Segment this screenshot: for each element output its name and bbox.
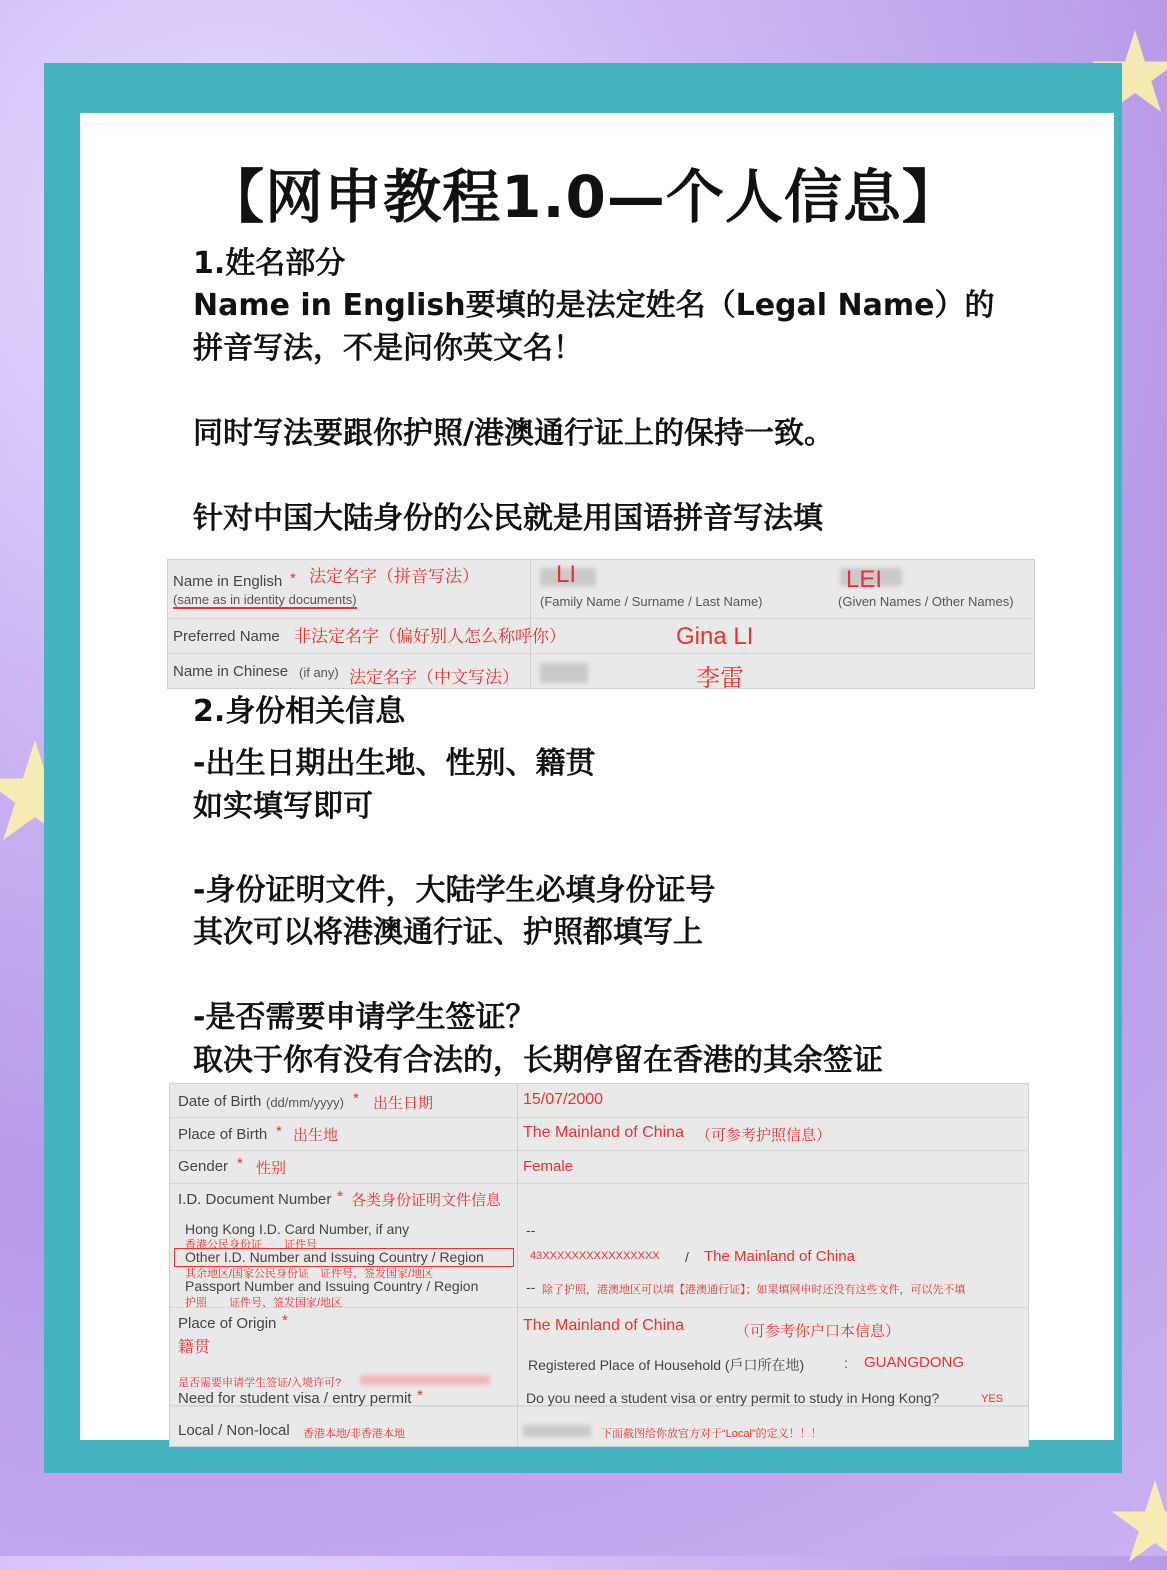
hkid-value: --	[526, 1222, 536, 1238]
section2-line1: -出生日期出生地、性别、籍贯	[193, 746, 596, 781]
section1-heading: 1.姓名部分	[193, 246, 346, 281]
passport-note: 护照 证件号、签发国家/地区	[185, 1297, 343, 1309]
dob-label: Date of Birth	[178, 1093, 262, 1110]
dob-note: 出生日期	[373, 1095, 434, 1112]
section2-line5: -是否需要申请学生签证？	[193, 1000, 536, 1035]
name-en-label: Name in English	[173, 573, 283, 590]
hkid-note: 香港公民身份证 证件号	[185, 1239, 317, 1251]
given-caption: (Given Names / Other Names)	[838, 594, 1014, 609]
id-note: 各类身份证明文件信息	[351, 1192, 502, 1209]
chinese-label: Name in Chinese	[173, 663, 289, 680]
name-en-row	[168, 560, 1034, 619]
visa-value: YES	[981, 1393, 1004, 1405]
other-id-label: Other I.D. Number and Issuing Country / Region	[185, 1249, 484, 1265]
local-hint: 下面截图给你放官方对于“Local”的定义！！！	[601, 1428, 822, 1440]
origin-hint: （可参考你户口本信息）	[735, 1323, 901, 1340]
visa-label: Need for student visa / entry permit	[178, 1390, 412, 1407]
household-value: GUANGDONG	[864, 1354, 965, 1371]
name-en-sub: (same as in identity documents)	[173, 592, 357, 607]
name-table	[167, 559, 1035, 692]
section1-line4: 针对中国大陆身份的公民就是用国语拼音写法填	[193, 501, 823, 536]
surname-caption: (Family Name / Surname / Last Name)	[540, 594, 763, 609]
section2-heading: 2.身份相关信息	[193, 694, 406, 729]
pob-label: Place of Birth	[178, 1126, 268, 1143]
visa-question: Do you need a student visa or entry permit to study in Hong Kong?	[526, 1390, 940, 1406]
gender-label: Gender	[178, 1158, 229, 1175]
section1-line3: 同时写法要跟你护照/港澳通行证上的保持一致。	[193, 416, 834, 451]
pob-note: 出生地	[293, 1127, 339, 1144]
dob-value: 15/07/2000	[523, 1091, 604, 1108]
section2-line4: 其次可以将港澳通行证、护照都填写上	[193, 915, 703, 950]
preferred-value: Gina LI	[676, 623, 754, 650]
section1-line2: 拼音写法，不是问你英文名！	[193, 331, 583, 366]
preferred-note: 非法定名字（偏好别人怎么称呼你）	[294, 627, 566, 646]
given-value: LEI	[846, 566, 883, 593]
blurred-note	[360, 1375, 490, 1385]
origin-note: 籍贯	[178, 1339, 211, 1356]
local-note: 香港本地/非香港本地	[303, 1428, 406, 1440]
pob-hint: （可参考护照信息）	[696, 1127, 832, 1144]
other-id-note: 其余地区/国家公民身份证 证件号、签发国家/地区	[185, 1268, 434, 1280]
household-label: Registered Place of Household (戶口所在地)	[528, 1357, 805, 1373]
identity-table: Date of Birth (dd/mm/yyyy) * 出生日期 15/07/2000 Place of Birth * 出生地 The Mainland of China （可参考护照信息） Gender * 性别 Female I.D. Document Number * 各类身份证明文件信息 Hong Kong I.D. Card Number, if any 香港公民身份证 证件号 -- Other I.D. Number and Issuing Country / Region 其余地区/国家公民身份证 证件号、签发国家/地区 43XXXXXXXXXXXXXXXX / The Mainland of China Passport Number and Issuing Country / Region 护照 证件号、签发国家/地区 -- 除了护照，港澳地区可以填【港澳通行证】；如果填网申时还没有这些文件，可以先不填 Place of Origin * 籍贯 The Mainland of China （可参考你户口本信息） Registered Place of Household (戶口所在地) : GUANGDONG 是否需要申请学生签证/入境许可? Need for student visa / entry permit * Do you need a student visa or entry permit to study in Hong Kong? YES Local / Non-local 香港本地/非香港本地 下面截图给你放官方对于“Local”的定义！！！	[169, 1083, 1029, 1447]
section2-line6: 取决于你有没有合法的，长期停留在香港的其余签证	[193, 1043, 883, 1078]
other-id-sep: /	[685, 1249, 689, 1265]
required-mark: *	[290, 570, 296, 587]
star-decoration	[1110, 1480, 1167, 1570]
hkid-label: Hong Kong I.D. Card Number, if any	[185, 1221, 410, 1237]
local-label: Local / Non-local	[178, 1422, 290, 1439]
visa-note: 是否需要申请学生签证/入境许可?	[178, 1377, 342, 1389]
passport-hint: 除了护照，港澳地区可以填【港澳通行证】；如果填网申时还没有这些文件，可以先不填	[542, 1284, 966, 1296]
other-id-value: 43XXXXXXXXXXXXXXXX	[530, 1250, 660, 1262]
chinese-value: 李雷	[696, 665, 744, 692]
blurred-chinese	[540, 663, 588, 683]
id-label: I.D. Document Number	[178, 1191, 332, 1208]
household-colon: :	[844, 1355, 848, 1371]
surname-value: LI	[556, 561, 577, 588]
passport-value: --	[526, 1279, 536, 1295]
blurred-local	[523, 1425, 591, 1437]
section1-line1: Name in English要填的是法定姓名（Legal Name）的	[193, 288, 995, 323]
chinese-note: 法定名字（中文写法）	[349, 668, 519, 687]
other-id-country: The Mainland of China	[704, 1248, 855, 1265]
gender-note: 性别	[256, 1160, 287, 1177]
passport-label: Passport Number and Issuing Country / Region	[185, 1278, 479, 1294]
origin-value: The Mainland of China	[523, 1317, 684, 1334]
pob-value: The Mainland of China	[523, 1124, 684, 1141]
page-title: 【网申教程1.0—个人信息】	[206, 163, 961, 231]
section2-line3: -身份证明文件，大陆学生必填身份证号	[193, 873, 716, 908]
chinese-if-any: (if any)	[299, 665, 339, 680]
preferred-label: Preferred Name	[173, 628, 280, 645]
dob-format: (dd/mm/yyyy)	[266, 1095, 344, 1110]
name-en-note: 法定名字（拼音写法）	[309, 567, 479, 586]
origin-label: Place of Origin	[178, 1315, 277, 1332]
gender-value: Female	[523, 1158, 574, 1175]
section2-line2: 如实填写即可	[193, 789, 373, 824]
